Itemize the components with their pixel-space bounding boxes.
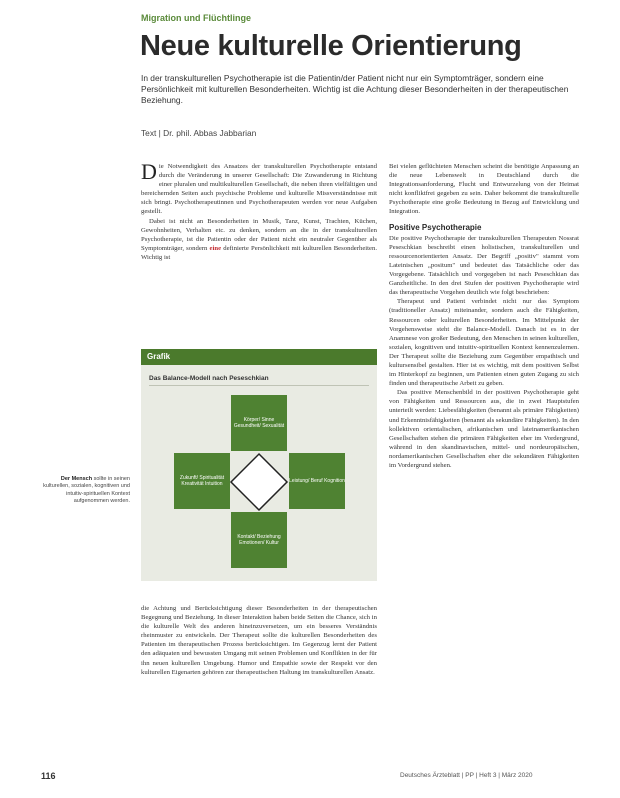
divider (149, 385, 369, 386)
caption-bold: Der Mensch (60, 476, 93, 482)
caption-text: sollte in seinen kulturellen, sozialen, kognitiven und intuitiv-spirituellen Kontext aufgenommen werden. (43, 476, 130, 505)
page-number: 116 (41, 771, 56, 781)
paragraph: Bei vielen geflüchteten Menschen scheint die benötigte Anpassung an die neue Lebenswelt in Deutschland durch die Integrationsanforderung, Flucht und Entwurzelung von der Heimat nicht konfliktfrei gegeben zu sein. Daher bekommt die transkulturelle Psychotherapie eine große Bedeutung in Bezug auf Entwicklung und Integration. (389, 163, 579, 216)
paragraph: Therapeut und Patient verbindet nicht nur das Symptom (traditioneller Ansatz) miteinander, sondern auch die Fähigkeiten, Ressourcen oder kulturellen Besonderheiten. Im Mittelpunkt der Vorgehensweise steht die Balance-Modell. Danach ist es in der Anamnese von großer Bedeutung, den Menschen in seinen kulturellen, sozialen, kognitiven und intuitiv-spirituellen Kontext kennenzulernen. Der Therapeut sollte die Beziehung zum Gegenüber empathisch und kultursensibel gestalten. Hier ist es wichtig, mit dem positiven Selbst im Hinterkopf zu beginnen, um Patienten einen guten Zugang zu sich finden und therapeutische Arbeit zu geben. (389, 298, 579, 388)
graphic-subtitle: Das Balance-Modell nach Peseschkian (149, 375, 269, 382)
left-column-bottom (141, 604, 377, 677)
paragraph: Dabei ist nicht an Besonderheiten in Musik, Tanz, Kunst, Trachten, Küchen, Gewohnheiten, Verhalten etc. zu denken, sondern an die in der transkulturellen Psychotherapie, ist die Patientin oder der Patient nicht ein neutraler Gegenüber als Symptomträger, sondern (141, 217, 377, 252)
box-future (174, 453, 230, 509)
box-body (231, 395, 287, 451)
paragraph: die Achtung und Berücksichtigung dieser Besonderheiten in der therapeutischen Begegnung und Beziehung. In dieser Interaktion haben beide Seiten die Chance, sich in die kulturelle Welt des anderen hineinzuversetzen, um ein besseres Verständnis rheinmuster zu entwickeln. Der Therapeut sollte die kulturellen Besonderheiten des Patienten im therapeutischen Prozess berücksichtigen. Im Gegenzug lernt der Patient den adäquaten und bewussten Umgang mit seinen Problemen und Konflikten in der für ihn neuen kulturellen Umgebung. Humor und Empathie sowie der Respekt vor den kulturellen Eigenarten gehören zur therapeutischen Haltung im transkulturellen Ansatz. (141, 605, 377, 676)
box-achievement (289, 453, 345, 509)
article-lead: In der transkulturellen Psychotherapie ist die Patientin/der Patient nicht nur ein Symptomträger, sondern eine Persönlichkeit mit kulturellen Besonderheiten. Wichtig ist die Achtung dieser Besonderheiten in der therapeutischen Beziehung. (141, 73, 569, 105)
box-achievement-label: Leistung/ Beruf Kognition (289, 477, 345, 484)
figure-caption (40, 476, 130, 506)
highlight-word: eine (209, 244, 222, 252)
drop-cap: D (141, 159, 157, 184)
article-title: Neue kulturelle Orientierung (140, 30, 522, 62)
balance-model-graphic (141, 349, 377, 581)
subheading: Positive Psychotherapie (389, 222, 482, 232)
section-label: Migration und Flüchtlinge (141, 13, 251, 23)
journal-footer: Deutsches Ärzteblatt | PP | Heft 3 | März 2020 (400, 772, 533, 779)
paragraph: ie Notwendigkeit des Ansatzes der transkulturellen Psychotherapie entstand durch die Veränderung in unserer Gesellschaft: Die Zuwanderung in Richtung einer pluralen und multikulturellen Gesellschaft, die neben ihren vielfältigen und bereichernden Seiten auch psychische Probleme und kulturelle Missverständnisse mit sich bringt. Psychotherapeutinnen und Psychotherapeuten werden vor neue Aufgaben gestellt. (141, 163, 377, 216)
article-author: Text | Dr. phil. Abbas Jabbarian (141, 128, 257, 138)
box-future-label: Zukunft/ Spiritualität Kreativität Intuition (179, 474, 225, 487)
paragraph: definierte Persönlichkeit mit kulturellen Besonderheiten. Wichtig ist (141, 244, 377, 261)
paragraph: Das positive Menschenbild in der positiven Psychotherapie geht von Fähigkeiten und Ressourcen aus, die in zwei Hauptstufen unterteilt werden: Liebesfähigkeiten (benannt als primäre Fähigkeiten) und Erkenntnisfähigkeiten (benannt als sekundäre Fähigkeiten). In den kollektiven orientalischen, afrikanischen und lateinamerikanischen Gesellschaften stehen die primären Fähigkeiten eher im Vordergrund, während in den skandinavischen, mittel- und nordeuropäischen, nordamerikanischen Gesellschaften eher die sekundären Fähigkeiten im Vordergrund stehen. (389, 389, 579, 469)
left-column-top (141, 159, 377, 262)
box-contact (231, 512, 287, 568)
paragraph: Die positive Psychotherapie der transkulturellen Therapeuten Nossrat Peseschkian beschreibt einen holistischen, transkulturellen und ressourcenorientierten Ansatz. Der Begriff „positiv" stammt vom Lateinischen „positum" und bedeutet das Tatsächliche oder das Vorgegebene. Tatsächlich und vorgegeben ist nach Peseschkian das Ganzheitliche. In den drei Stufen der positiven Psychotherapie wird das therapeutische Vorgehen deutlich wie folgt beschrieben: (389, 234, 579, 297)
diamond-icon (229, 452, 289, 512)
graphic-header: Grafik (141, 349, 377, 365)
box-contact-label: Kontakt/ Beziehung Emotionen/ Kultur (237, 533, 281, 546)
box-body-label: Körper/ Sinne Gesundheit/ Sexualität (233, 416, 285, 429)
right-column (389, 162, 579, 470)
